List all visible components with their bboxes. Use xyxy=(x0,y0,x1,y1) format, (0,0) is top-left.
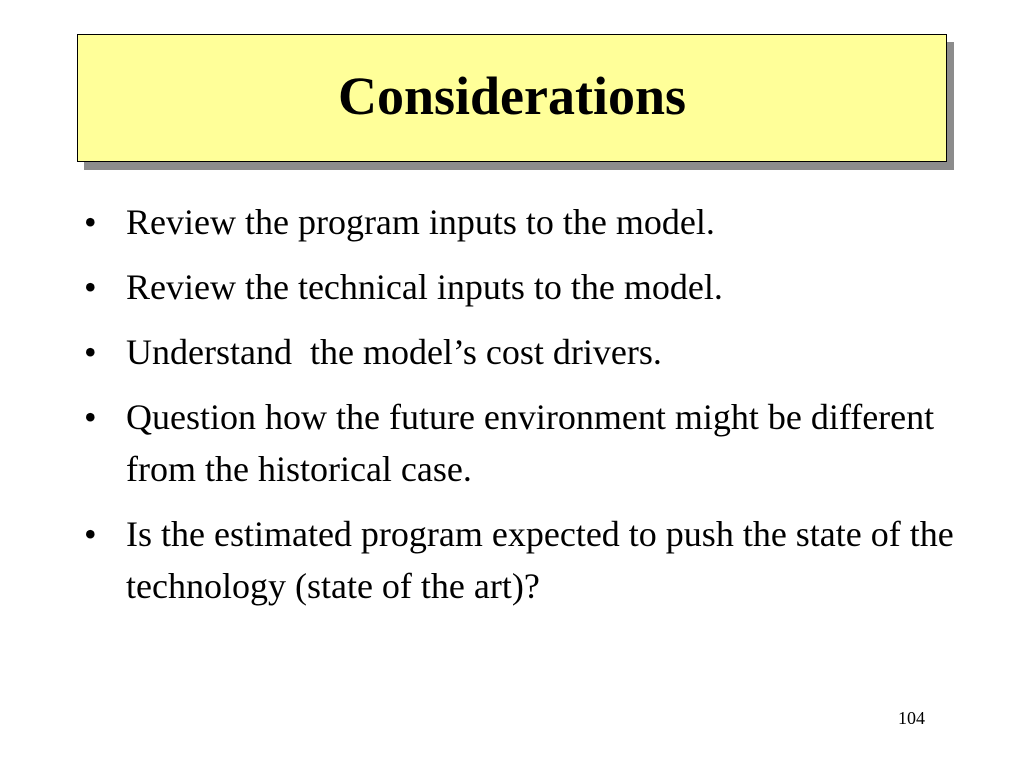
list-item xyxy=(84,196,964,248)
bullet-text: Understand the model’s cost drivers. xyxy=(126,332,662,372)
bullet-text: Review the program inputs to the model. xyxy=(126,202,715,242)
bullet-icon: • xyxy=(84,514,97,554)
bullet-text: Review the technical inputs to the model. xyxy=(126,267,723,307)
list-item xyxy=(84,508,964,612)
list-item xyxy=(84,391,964,495)
bullet-icon: • xyxy=(84,267,97,307)
list-item xyxy=(84,261,964,313)
bullet-text: Is the estimated program expected to push the state of the technology (state of the art)? xyxy=(126,514,963,606)
title-box xyxy=(77,34,947,162)
slide-title: Considerations xyxy=(337,66,687,126)
bullet-icon: • xyxy=(84,397,97,437)
page-number: 104 xyxy=(898,708,925,728)
list-item xyxy=(84,326,964,378)
bullet-list xyxy=(84,196,964,625)
bullet-text: Question how the future environment might be different from the historical case. xyxy=(126,397,944,489)
bullet-icon: • xyxy=(84,202,97,242)
bullet-icon: • xyxy=(84,332,97,372)
